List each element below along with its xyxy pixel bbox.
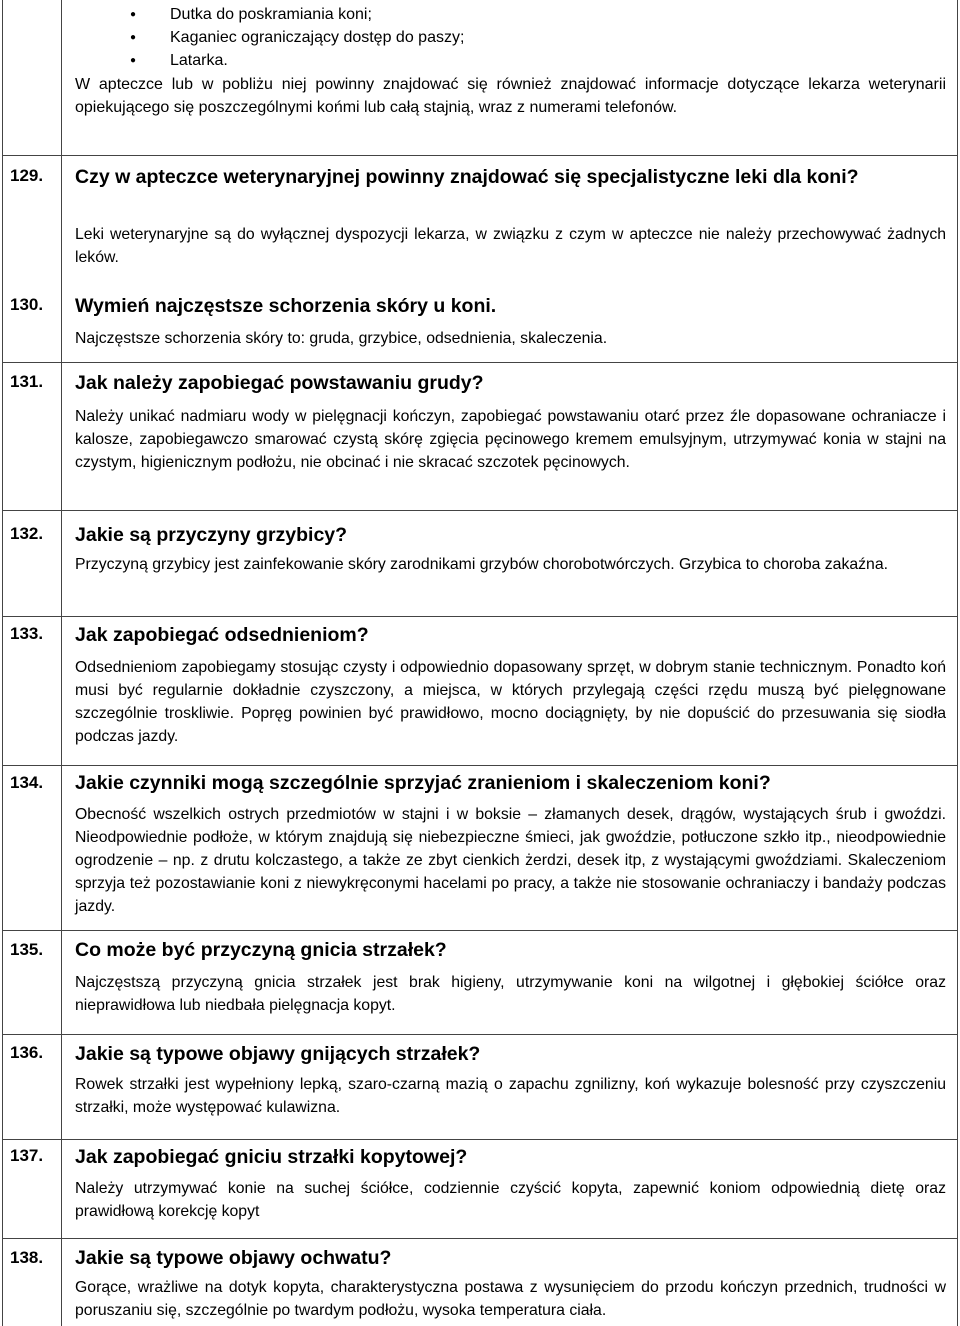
equipment-list [170,3,464,72]
question-text: Jakie czynniki mogą szczególnie sprzyjać zranieniom i skaleczeniom koni? [75,772,771,794]
list-item: ● Dutka do poskramiania koni; [170,3,464,26]
question-number: 130. [10,295,44,314]
number-cell [2,0,62,155]
question-text: Wymień najczęstsze schorzenia skóry u koni. [75,295,497,317]
qa-row-133 [0,617,960,765]
qa-row-134 [0,766,960,930]
question-text: Jak zapobiegać gniciu strzałki kopytowej? [75,1146,468,1168]
answer-text: Gorące, wrażliwe na dotyk kopyta, charakterystyczna postawa z wysunięciem do przodu kończyn przednich, trudności w poruszaniu się, szczególnie po twardym podłożu, wysoka temperatura ciała. [75,1279,946,1319]
answer-text: Obecność wszelkich ostrych przedmiotów w stajni i w boksie – złamanych desek, drągów, wystających śrub i gwoździ. Nieodpowiednie podłoże, w którym znajdują się niebezpieczne śmieci, jak gwoździe, potłuczone szkło itp., nieodpowiednie ogrodzenie – np. z drutu kolczastego, a także ze zbyt cienkich żerdzi, desek itp, z wystającymi gwoździami. Skaleczeniom sprzyja też pozostawianie koni z niewykręconymi hacelami po pracy, a także nie stosowanie ochraniaczy i bandaży podczas jazdy. [75,806,946,915]
qa-row-132 [0,511,960,616]
question-text: Jakie są przyczyny grzybicy? [75,524,348,546]
question-number: 133. [10,624,44,643]
intro-paragraph: W apteczce lub w pobliżu niej powinny znajdować się również znajdować informacje dotyczące lekarza weterynarii opiekującego się poszczególnymi końmi lub całą stajnią, wraz z numerami telefonów. [75,76,946,116]
question-number: 138. [10,1248,44,1267]
list-item: ● Kaganiec ograniczający dostęp do paszy; [170,26,464,49]
question-text: Czy w apteczce weterynaryjnej powinny znajdować się specjalistyczne leki dla koni? [75,166,859,188]
answer-text: Należy unikać nadmiaru wody w pielęgnacji kończyn, zapobiegać powstawaniu otarć przez źle dopasowane ochraniacze i kalosze, zapobiegawczo smarować czystą skórę zgięcia pęcinowego kremem emulsyjnym, utrzymywać konia w stajni na czystym, higienicznym podłożu, nie obcinać i nie skracać szczotek pęcinowych. [75,408,946,471]
qa-row-135 [0,931,960,1034]
answer-text: Odsednieniom zapobiegamy stosując czysty i odpowiednio dopasowany sprzęt, w dobrym stanie technicznym. Ponadto koń musi być regularnie dokładnie czyszczony, a miejsca, w których przylegają części rzędu muszą być pielęgnowane szczególnie troskliwie. Popręg powinien być prawidłowo, mocno dociągnięty, by nie dopuścić do przesuwania się siodła podczas jazdy. [75,659,946,745]
question-number: 132. [10,524,44,543]
answer-text: Najczęstszą przyczyną gnicia strzałek jest brak higieny, utrzymywanie koni na wilgotnej i głębokiej ściółce oraz nieprawidłowa lub niedbała pielęgnacja kopyt. [75,974,946,1014]
question-number: 129. [10,166,44,185]
question-text: Co może być przyczyną gnicia strzałek? [75,939,447,961]
question-number: 134. [10,773,44,792]
qa-row-136 [0,1035,960,1139]
question-number: 131. [10,372,44,391]
question-number: 135. [10,940,44,959]
question-text: Jak należy zapobiegać powstawaniu grudy? [75,372,484,394]
qa-row-130 [0,289,960,362]
qa-row-131 [0,363,960,510]
qa-row-137 [0,1140,960,1238]
question-text: Jakie są typowe objawy ochwatu? [75,1247,392,1269]
answer-text: Rowek strzałki jest wypełniony lepką, szaro-czarną mazią o zapachu zgnilizny, koń wykazuje bolesność przy czyszczeniu strzałki, może występować kulawizna. [75,1076,946,1116]
question-text: Jak zapobiegać odsednieniom? [75,624,369,646]
question-number: 136. [10,1043,44,1062]
question-text: Jakie są typowe objawy gnijących strzałek? [75,1043,481,1065]
answer-text: Leki weterynaryjne są do wyłącznej dyspozycji lekarza, w związku z czym w apteczce nie należy przechowywać żadnych leków. [75,226,946,266]
list-item: ● Latarka. [170,49,464,72]
intro-row [0,0,960,155]
answer-text: Przyczyną grzybicy jest zainfekowanie skóry zarodnikami grzybów chorobotwórczych. Grzybica to choroba zakaźna. [75,556,888,573]
answer-text: Należy utrzymywać konie na suchej ściółce, codziennie czyścić kopyta, zapewnić koniom odpowiednią dietę oraz prawidłową korekcję kopyt [75,1180,946,1220]
answer-text: Najczęstsze schorzenia skóry to: gruda, grzybice, odsednienia, skaleczenia. [75,330,608,347]
question-number: 137. [10,1146,44,1165]
qa-row-129 [0,156,960,299]
qa-row-138 [0,1239,960,1326]
